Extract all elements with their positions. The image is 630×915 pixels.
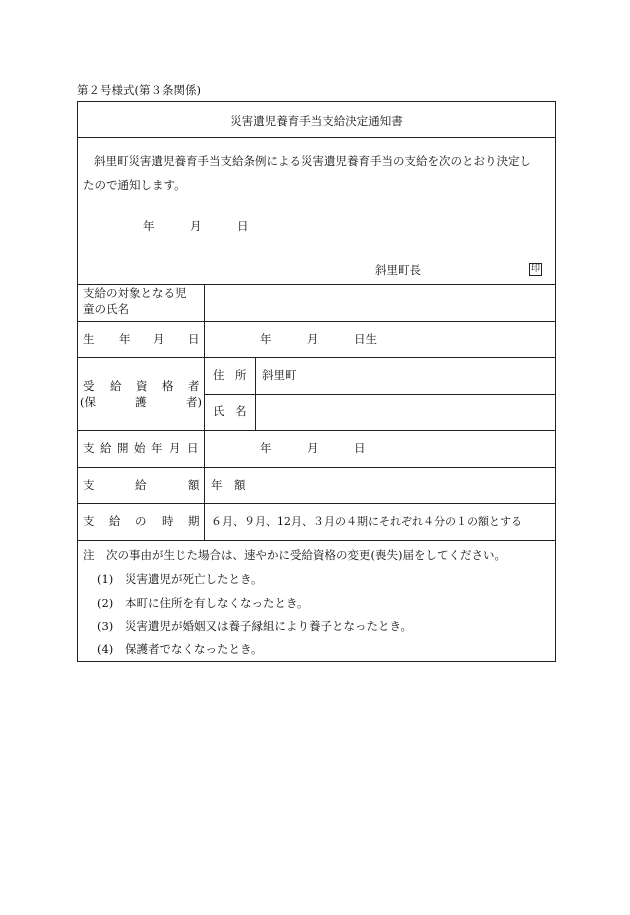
amount-label-2: 給 [135, 478, 147, 492]
start-month: 月 [307, 441, 319, 455]
date-year: 年 [143, 219, 155, 233]
note-number: (2) [97, 596, 114, 610]
sublabel-column-divider [255, 357, 256, 430]
timing-label-3: の [135, 514, 147, 528]
birth-month: 月 [307, 332, 319, 346]
birth-label-1: 生 [83, 332, 95, 346]
recipient-label-3: 資 [136, 379, 148, 393]
row-divider [204, 394, 556, 395]
amount-value: 年 額 [211, 478, 246, 492]
notice-text-line2: たので通知します。 [83, 178, 186, 192]
notes-heading: 注 次の事由が生じた場合は、速やかに受給資格の変更(喪失)届をしてください。 [83, 548, 506, 562]
name-label-2: 名 [235, 404, 247, 418]
document-title: 災害遺児養育手当支給決定通知書 [230, 114, 403, 128]
note-text: 保護者でなくなったとき。 [125, 642, 263, 656]
notice-text-line1: 斜里町災害遺児養育手当支給条例による災害遺児養育手当の支給を次のとおり決定し [94, 154, 531, 168]
recipient-label-5: 者 [188, 379, 200, 393]
start-label-2: 給 [100, 441, 112, 455]
start-day: 日 [354, 441, 366, 455]
row-divider [77, 540, 556, 541]
child-name-label-line1: 支給の対象となる児 [83, 286, 187, 300]
address-label-2: 所 [235, 368, 247, 382]
start-label-6: 月 [169, 441, 181, 455]
address-value: 斜里町 [262, 368, 297, 382]
start-label-4: 始 [134, 441, 146, 455]
note-text: 災害遺児が婚姻又は養子縁組により養子となったとき。 [125, 619, 413, 633]
guardian-label-2: 護 [135, 395, 147, 409]
recipient-label-1: 受 [83, 379, 95, 393]
birth-label-3: 月 [153, 332, 165, 346]
guardian-label-1: (保 [80, 395, 96, 409]
timing-value: ６月、９月、12月、３月の４期にそれぞれ４分の１の額とする [211, 515, 522, 528]
row-divider [77, 467, 556, 468]
row-divider [77, 430, 556, 431]
start-label-3: 開 [117, 441, 129, 455]
timing-label-1: 支 [83, 514, 95, 528]
start-label-1: 支 [83, 441, 95, 455]
note-number: (3) [97, 619, 114, 633]
label-column-divider [204, 284, 205, 540]
note-text: 本町に住所を有しなくなったとき。 [125, 596, 309, 610]
birth-label-4: 日 [188, 332, 200, 346]
title-divider [77, 137, 556, 138]
date-month: 月 [190, 219, 202, 233]
start-label-5: 年 [151, 441, 163, 455]
recipient-label-4: 格 [162, 379, 174, 393]
guardian-label-3: 者) [186, 395, 202, 409]
amount-label-3: 額 [188, 478, 200, 492]
row-divider [77, 321, 556, 322]
name-label-1: 氏 [213, 404, 225, 418]
timing-label-2: 給 [109, 514, 121, 528]
start-label-7: 日 [187, 441, 199, 455]
note-text: 災害遺児が死亡したとき。 [125, 572, 263, 586]
date-day: 日 [237, 219, 249, 233]
note-number: (1) [97, 572, 114, 586]
child-name-label-line2: 童の氏名 [83, 302, 129, 316]
amount-label-1: 支 [83, 478, 95, 492]
seal-mark: 印 [530, 264, 540, 274]
row-divider [77, 357, 556, 358]
address-label-1: 住 [213, 368, 225, 382]
birth-year: 年 [260, 332, 272, 346]
birth-day: 日生 [354, 332, 377, 346]
birth-label-2: 年 [119, 332, 131, 346]
issuer-name: 斜里町長 [375, 263, 421, 277]
row-divider [77, 284, 556, 285]
row-divider [77, 503, 556, 504]
timing-label-4: 時 [162, 514, 174, 528]
timing-label-5: 期 [188, 514, 200, 528]
recipient-label-2: 給 [110, 379, 122, 393]
note-number: (4) [97, 642, 114, 656]
form-label: 第２号様式(第３条関係) [77, 83, 201, 97]
start-year: 年 [260, 441, 272, 455]
